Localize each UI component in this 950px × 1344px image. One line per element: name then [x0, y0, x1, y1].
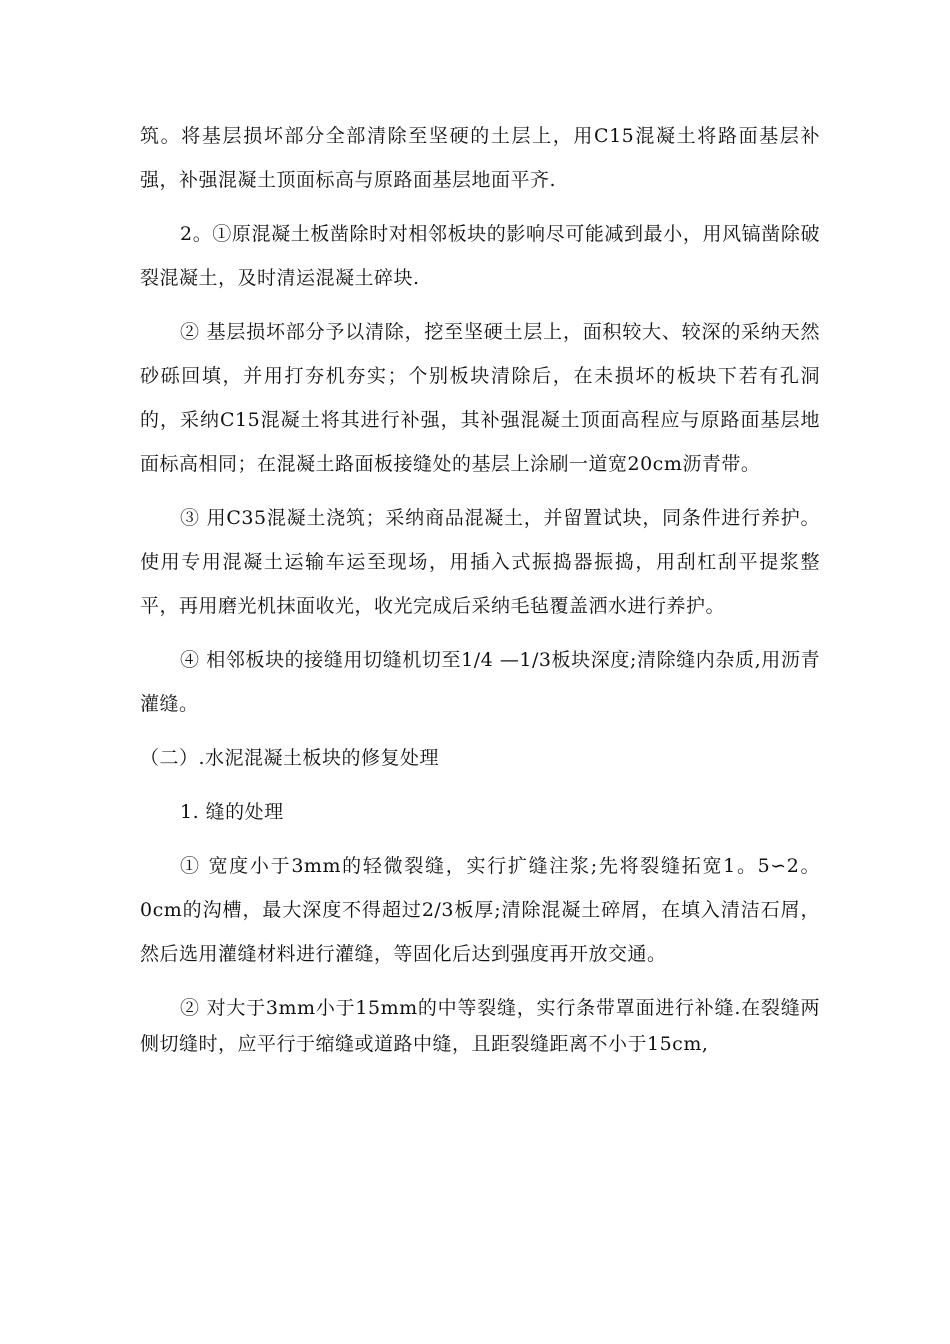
paragraph-item-2: 2。①原混凝土板凿除时对相邻板块的影响尽可能减到最小，用风镐凿除破裂混凝土，及时清运混凝土碎块. — [140, 223, 820, 289]
document-page — [140, 114, 820, 1062]
paragraph-item-circle-3: ③ 用C35混凝土浇筑；采纳商品混凝土，并留置试块，同条件进行养护。使用专用混凝土运输车运至现场，用插入式振捣器振捣，用刮杠刮平提浆整平，再用磨光机抹面收光，收光完成后采纳毛毡覆盖洒水进行养护。 — [140, 507, 820, 617]
paragraph-crack-minor: ① 宽度小于3mm的轻微裂缝，实行扩缝注浆;先将裂缝拓宽1。5∽2。0cm的沟槽，最大深度不得超过2/3板厚;清除混凝土碎屑，在填入清洁石屑，然后选用灌缝材料进行灌缝，等固化后达到强度再开放交通。 — [140, 855, 820, 965]
paragraph-crack-medium: ② 对大于3mm小于15mm的中等裂缝，实行条带罩面进行补缝.在裂缝两侧切缝时，应平行于缩缝或道路中缝，且距裂缝距离不小于15cm, — [140, 997, 820, 1055]
paragraph-item-circle-4: ④ 相邻板块的接缝用切缝机切至1/4 —1/3板块深度;清除缝内杂质,用沥青灌缝。 — [140, 649, 820, 715]
paragraph-item-circle-2: ② 基层损坏部分予以清除，挖至坚硬土层上，面积较大、较深的采纳天然砂砾回填，并用打夯机夯实；个别板块清除后，在未损坏的板块下若有孔洞的，采纳C15混凝土将其进行补强，其补强混凝土顶面高程应与原路面基层地面标高相同；在混凝土路面板接缝处的基层上涂刷一道宽20cm沥青带。 — [140, 321, 820, 475]
paragraph-continuation: 筑。将基层损坏部分全部清除至坚硬的土层上，用C15混凝土将路面基层补强，补强混凝土顶面标高与原路面基层地面平齐. — [140, 125, 820, 191]
section-heading: （二）.水泥混凝土板块的修复处理 — [140, 747, 440, 769]
subheading: 1. 缝的处理 — [180, 801, 284, 823]
